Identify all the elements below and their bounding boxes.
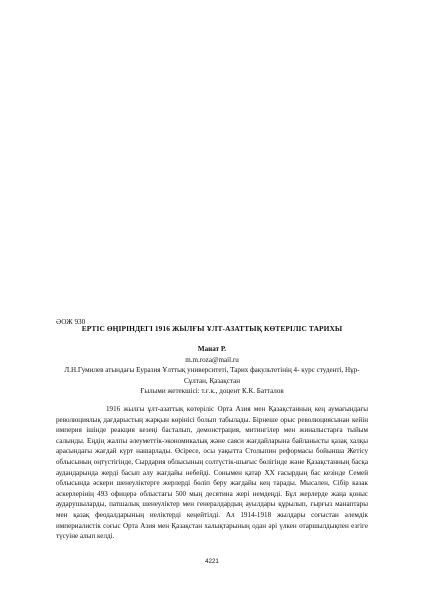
page-number: 4221 [205, 558, 219, 565]
supervisor-line: Ғылыми жетекшісі: т.ғ.к., доцент К.К. Батталов [140, 387, 284, 395]
author-block [56, 344, 368, 397]
author-email: m.m.roza@mail.ru [185, 355, 239, 364]
author-affiliation: Л.Н.Гумилев атындағы Еуразия Ұлттық университеті, Тарих факультетінің 4- курс студенті, Нұр-Сұлтан, Қазақстан [64, 366, 360, 385]
body-paragraph: 1916 жылғы ұлт-азаттық көтеріліс Орта Азия мен Қазақстанның кең аумағындағы революциялық дағдарыстың жарқын көрінісі болып табылады. Бірнеше орыс революциясынан кейін империя ішінде реакция кезеңі басталып, демонстрация, митингілер мен жиналыстарға тыйым салынды. Еңдің жалпы әлеуметтік-экономикалық және саяси жағдайларына байланысты қазақ халқы арасындағы жағдай күрт нашарлады. Өсіресе, осы уақытта Столыпин реформасы бойынша Жетісу облысының оңтүстігінде, Сырдария облысының солтүстік-шығыс бөлігінде және Қазақстанның басқа аудандарында жерді басып алу жағдайы небейді. Сонымен қатар XX ғасырдың бас кезінде Семей облысында әскери шенеуліктерге жерлерді бөліп беру жағдайы кең тарады. Мысален, Сібір казак әскерлерінің 493 офицерә облыстағы 500 мың десятина жері немдеңді. Бұл жерлерде жаңа қоныс аударушыларды, патшалық шенеуліктер мен генералдардың ауылдары құрылып, ғырғыз манаптары мен қазақ феодалдарының иеліктерді кеңейтілді. Ал 1914-1918 жылдары соғыстан әлемдік империалистік соғыс Орта Азия мен Қазақстан халықтарының одан әрі үлкен отаршылдықпен езгіге түсуіне алып келді. [56, 405, 368, 541]
author-name: Манат Р. [197, 345, 227, 353]
udc-code: ӘОЖ 930 [56, 318, 86, 326]
article-title: ЕРТІС ӨҢІРІНДЕГІ 1916 ЖЫЛҒЫ ҰЛТ-АЗАТТЫҚ КӨТЕРІЛІС ТАРИХЫ [81, 324, 343, 333]
